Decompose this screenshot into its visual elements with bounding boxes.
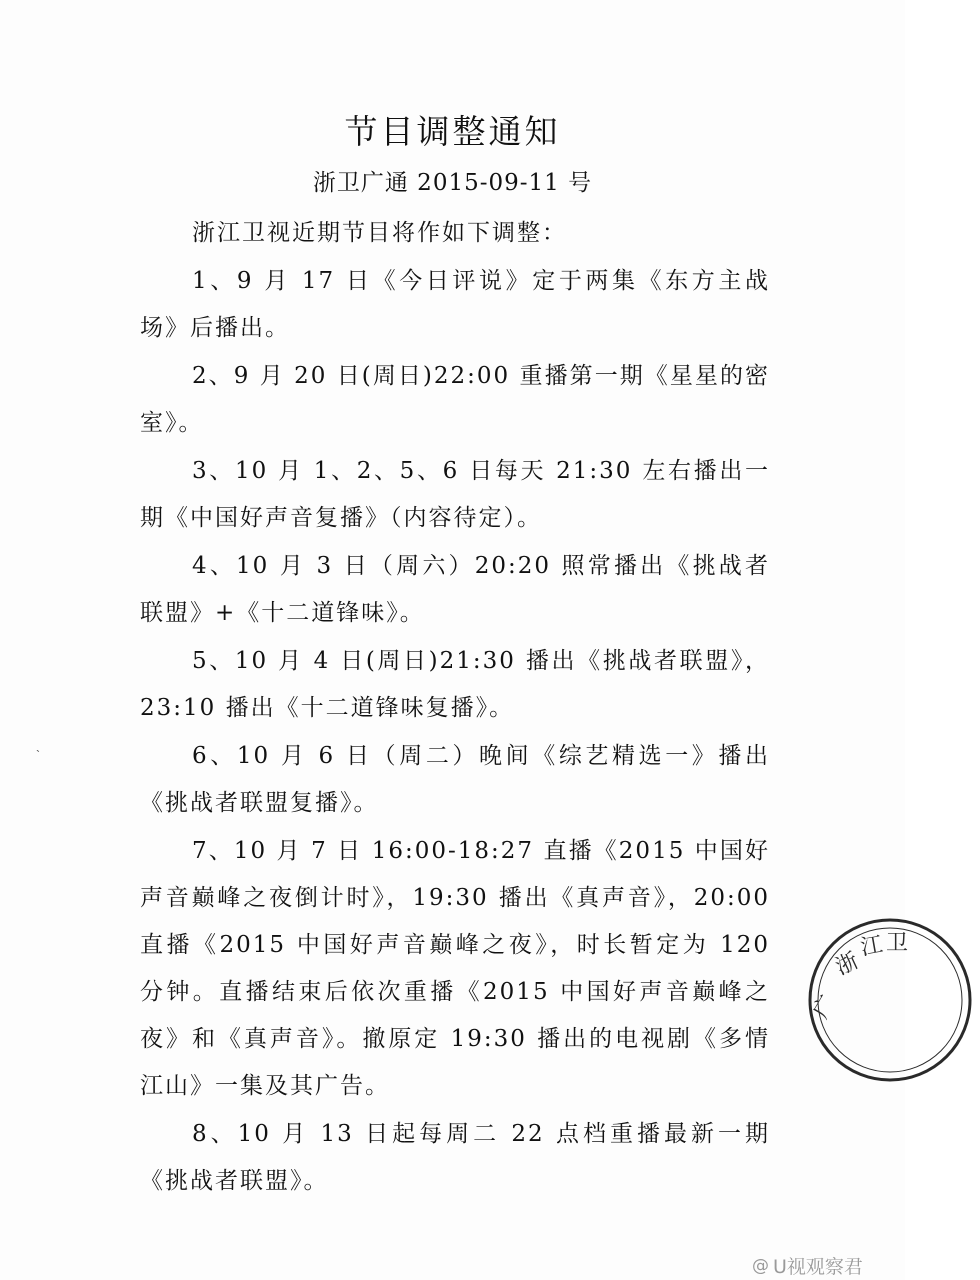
svg-text:广: 广 <box>808 991 842 1023</box>
intro-paragraph: 浙江卫视近期节目将作如下调整： <box>192 220 567 246</box>
at-symbol: @ <box>752 1255 769 1276</box>
list-item-7: 7、10 月 7 日 16:00-18:27 直播《2015 中国好声音巅峰之夜倒计时》，19:30 播出《真声音》，20:00 直播《2015 中国好声音巅峰之夜》，时长暂定为 120 分钟。直播结束后依次重播《2015 中国好声音巅峰之夜》和《真声音》。撤原定 19:30 播出的电视剧《多情江山》一集及其广告。 <box>140 838 770 1099</box>
watermark-text: U视观察君 <box>773 1256 863 1278</box>
list-item-8: 8、10 月 13 日起每周二 22 点档重播最新一期《挑战者联盟》。 <box>140 1121 770 1194</box>
official-seal <box>800 905 909 1095</box>
list-item-3: 3、10 月 1、2、5、6 日每天 21:30 左右播出一期《中国好声音复播》（内容待定）。 <box>140 458 770 531</box>
document-body <box>140 210 770 1205</box>
svg-text:卫: 卫 <box>886 931 909 956</box>
svg-text:江: 江 <box>858 932 885 961</box>
list-item-1: 1、9 月 17 日《今日评说》定于两集《东方主战场》后播出。 <box>140 268 770 341</box>
seal-icon <box>800 905 980 1095</box>
scan-mark: ˴ <box>36 742 40 756</box>
list-item-4: 4、10 月 3 日（周六）20:20 照常播出《挑战者联盟》+《十二道锋味》。 <box>140 553 770 626</box>
list-item-6: 6、10 月 6 日（周二）晚间《综艺精选一》播出《挑战者联盟复播》。 <box>140 743 770 816</box>
document-title: 节目调整通知 <box>344 112 561 151</box>
document-number: 浙卫广通 2015-09-11 号 <box>312 170 593 196</box>
list-item-5: 5、10 月 4 日(周日)21:30 播出《挑战者联盟》，23:10 播出《十二道锋味复播》。 <box>140 648 770 721</box>
list-item-2: 2、9 月 20 日(周日)22:00 重播第一期《星星的密室》。 <box>140 363 770 436</box>
weibo-watermark <box>752 1252 863 1279</box>
svg-text:浙: 浙 <box>831 948 863 981</box>
